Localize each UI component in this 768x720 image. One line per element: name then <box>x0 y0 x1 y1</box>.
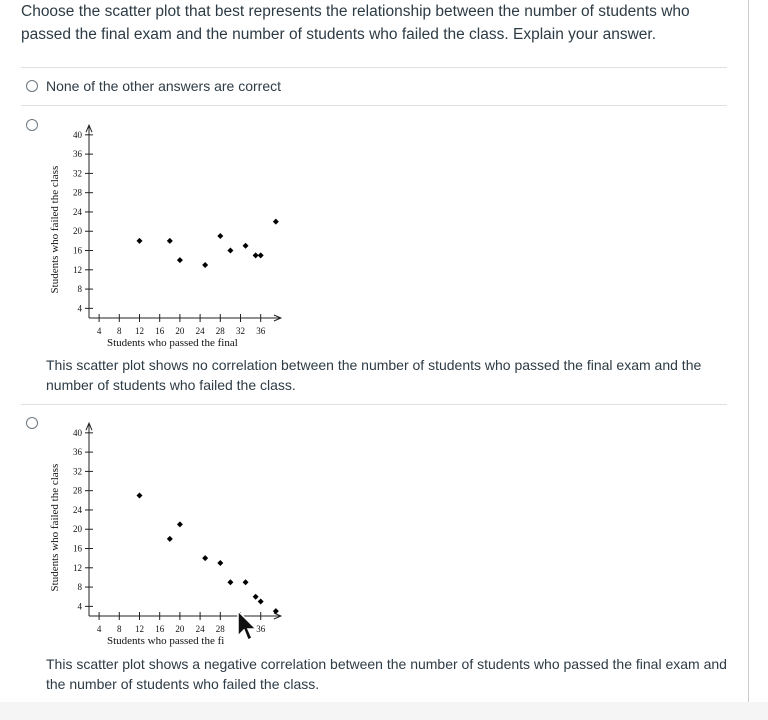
data-point <box>258 252 264 258</box>
data-point <box>167 536 173 542</box>
x-tick-label: 4 <box>96 326 102 336</box>
y-tick-label: 8 <box>77 284 82 295</box>
y-tick-label: 36 <box>73 149 82 160</box>
y-tick-label: 36 <box>73 447 82 458</box>
x-tick-label: 24 <box>195 624 205 634</box>
data-point <box>177 257 183 263</box>
x-tick-label: 20 <box>175 624 185 634</box>
divider <box>21 67 727 68</box>
x-tick-label: 4 <box>96 624 102 634</box>
x-tick-label: 16 <box>155 326 165 336</box>
data-point <box>253 594 259 600</box>
x-tick-label: 36 <box>256 326 266 336</box>
y-tick-label: 4 <box>77 601 82 612</box>
data-point <box>243 579 249 585</box>
x-tick-label: 8 <box>117 624 122 634</box>
data-point <box>273 219 279 225</box>
x-tick-label: 24 <box>195 326 205 336</box>
data-point <box>217 233 223 239</box>
x-tick-label: 12 <box>135 624 144 634</box>
data-point <box>217 560 223 566</box>
data-point <box>202 555 208 561</box>
radio-button[interactable] <box>26 80 38 92</box>
y-tick-label: 40 <box>73 129 82 140</box>
y-tick-label: 8 <box>77 582 82 593</box>
data-point <box>243 243 249 249</box>
y-tick-label: 20 <box>73 524 82 535</box>
answer-explanation: This scatter plot shows no correlation between the number of students who passed the final exam and the number of students who failed the class. <box>46 357 702 393</box>
scatter-plot-svg <box>44 110 294 350</box>
data-point <box>227 579 233 585</box>
data-point <box>258 599 264 605</box>
y-tick-label: 16 <box>73 543 82 554</box>
data-point <box>227 248 233 254</box>
x-axis-label: Students who passed the fi <box>107 635 225 647</box>
y-axis-label: Students who failed the class <box>49 165 61 294</box>
y-tick-label: 32 <box>73 466 82 477</box>
x-tick-label: 16 <box>155 624 165 634</box>
data-point <box>167 238 173 244</box>
x-tick-label: 20 <box>175 326 185 336</box>
y-tick-label: 24 <box>73 504 82 515</box>
y-tick-label: 24 <box>73 206 82 217</box>
divider <box>21 404 727 405</box>
y-tick-label: 12 <box>73 562 82 573</box>
y-tick-label: 20 <box>73 226 82 237</box>
scatter-plot-1 <box>44 110 294 350</box>
y-tick-label: 16 <box>73 245 82 256</box>
panel-right-border <box>748 0 749 702</box>
data-point <box>273 608 279 614</box>
x-tick-label: 8 <box>117 326 122 336</box>
y-tick-label: 4 <box>77 303 82 314</box>
x-tick-label: 12 <box>135 326 144 336</box>
y-tick-label: 12 <box>73 264 82 275</box>
data-point <box>202 262 208 268</box>
answer-explanation: This scatter plot shows a negative correlation between the number of students who passed the final exam and the number of students who failed the class. <box>46 656 727 692</box>
data-point <box>177 521 183 527</box>
divider <box>21 105 727 106</box>
radio-button[interactable] <box>26 417 38 429</box>
y-axis-label: Students who failed the class <box>49 463 61 592</box>
x-tick-label: 32 <box>236 326 245 336</box>
data-point <box>137 493 143 499</box>
x-tick-label: 28 <box>215 624 225 634</box>
x-axis-label: Students who passed the final <box>107 337 238 349</box>
radio-button[interactable] <box>26 119 38 131</box>
y-tick-label: 28 <box>73 187 82 198</box>
y-tick-label: 28 <box>73 485 82 496</box>
x-tick-label: 36 <box>256 624 266 634</box>
data-point <box>137 238 143 244</box>
y-tick-label: 32 <box>73 168 82 179</box>
answer-label: None of the other answers are correct <box>46 78 282 94</box>
mouse-pointer-icon <box>236 610 262 644</box>
question-text: Choose the scatter plot that best represents the relationship between the number of students who passed the final exam and the number of students who failed the class. Explain your answer. <box>21 3 690 43</box>
y-tick-label: 40 <box>73 427 82 438</box>
page-bottom-strip <box>0 702 768 720</box>
x-tick-label: 28 <box>215 326 225 336</box>
